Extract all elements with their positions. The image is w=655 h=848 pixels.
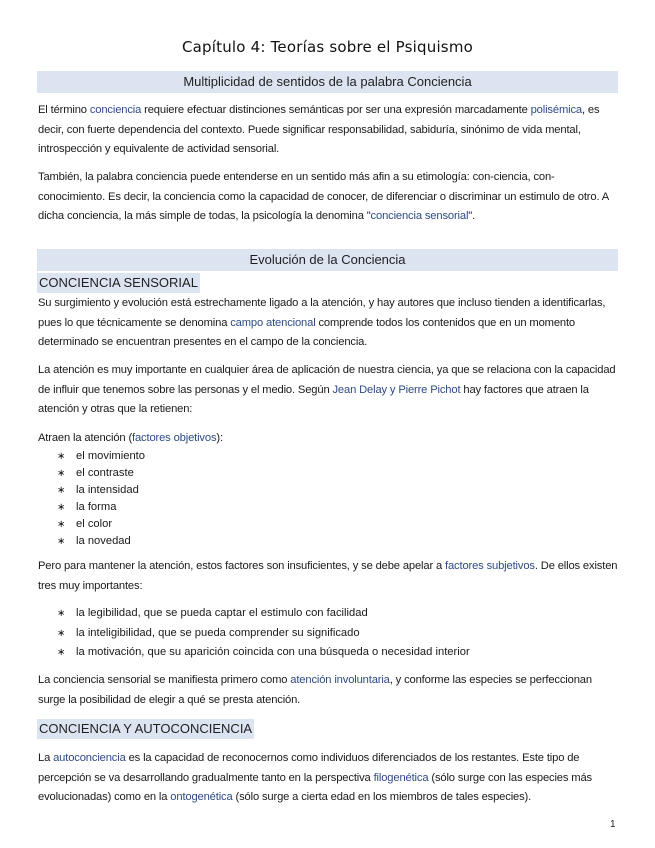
keyword-ontogenetica: ontogenética bbox=[170, 791, 233, 803]
keyword-polisemica: polisémica bbox=[530, 104, 582, 116]
list-item: ∗ la forma bbox=[57, 499, 145, 516]
bullet-icon: ∗ bbox=[57, 451, 66, 462]
paragraph-atraen-atencion: Atraen la atención (factores objetivos): bbox=[38, 432, 223, 444]
paragraph-atencion-importante: La atención es muy importante en cualquier área de aplicación de nuestra ciencia, ya que se relaciona con la capacidad de influir que tenemos sobre las personas y el medio. Según Jean Delay y Pierre Pichot hay factores que atraen la atención y otras que la retienen: bbox=[38, 364, 616, 415]
bullet-icon: ∗ bbox=[57, 647, 66, 658]
keyword-atencion-involuntaria: atención involuntaria bbox=[290, 674, 390, 686]
keyword-conciencia-sensorial: conciencia sensorial bbox=[370, 210, 469, 222]
subheading-conciencia-sensorial: CONCIENCIA SENSORIAL bbox=[37, 273, 200, 293]
list-factores-objetivos bbox=[57, 448, 145, 550]
keyword-delay-pichot: Jean Delay y Pierre Pichot bbox=[332, 383, 461, 396]
list-item: ∗ la motivación, que su aparición coincida con una búsqueda o necesidad interior bbox=[57, 643, 470, 663]
subheading-autoconciencia: CONCIENCIA Y AUTOCONCIENCIA bbox=[37, 719, 254, 739]
bullet-icon: ∗ bbox=[57, 608, 66, 619]
list-item: ∗ la legibilidad, que se pueda captar el estimulo con facilidad bbox=[57, 604, 470, 624]
page-number: 1 bbox=[610, 819, 616, 830]
keyword-conciencia: conciencia bbox=[89, 104, 142, 116]
keyword-filogenetica: filogenética bbox=[373, 771, 429, 784]
keyword-factores-subjetivos: factores subjetivos bbox=[445, 560, 535, 572]
section-heading-multiplicidad: Multiplicidad de sentidos de la palabra Conciencia bbox=[37, 71, 618, 93]
bullet-icon: ∗ bbox=[57, 536, 66, 547]
list-item: ∗ la inteligibilidad, que se pueda comprender su significado bbox=[57, 624, 470, 644]
section-heading-evolucion: Evolución de la Conciencia bbox=[37, 249, 618, 271]
paragraph-surgimiento: Su surgimiento y evolución está estrechamente ligado a la atención, y hay autores que incluso tienden a identificarlas, pues lo que técnicamente se denomina campo atencional comprende todos los contenidos que en un momento determinado se encuentran presentes en el campo de la conciencia. bbox=[38, 297, 606, 348]
bullet-icon: ∗ bbox=[57, 519, 66, 530]
paragraph-etimologia: También, la palabra conciencia puede entenderse en un sentido más afin a su etimología: con-ciencia, con-conocimiento. Es decir, la conciencia como la capacidad de conocer, de diferenciar o discriminar un estimulo de otro. A dicha conciencia, la más simple de todas, la psicología la denomina "conciencia sensorial". bbox=[38, 171, 609, 222]
keyword-autoconciencia: autoconciencia bbox=[53, 752, 126, 764]
bullet-icon: ∗ bbox=[57, 468, 66, 479]
paragraph-mantener-atencion: Pero para mantener la atención, estos factores son insuficientes, y se debe apelar a factores subjetivos. De ellos existen tres muy importantes: bbox=[38, 560, 618, 592]
list-item: ∗ la novedad bbox=[57, 533, 145, 550]
bullet-icon: ∗ bbox=[57, 485, 66, 496]
list-item: ∗ la intensidad bbox=[57, 482, 145, 499]
paragraph-atencion-involuntaria: La conciencia sensorial se manifiesta primero como atención involuntaria, y conforme las especies se perfeccionan surge la posibilidad de elegir a qué se presta atención. bbox=[38, 674, 592, 706]
paragraph-termino-conciencia: El término conciencia requiere efectuar distinciones semánticas por ser una expresión marcadamente polisémica, es decir, con fuerte dependencia del contexto. Puede significar responsabilidad, sabiduría, sinónimo de vida mental, introspección y equivalente de actividad sensorial. bbox=[38, 104, 600, 155]
paragraph-autoconciencia: La autoconciencia es la capacidad de reconocernos como individuos diferenciados de los restantes. Este tipo de percepción se va desarrollando gradualmente tanto en la perspectiva filogenética (sólo surge con las especies más evolucionadas) como en la ontogenética (sólo surge a cierta edad en los miembros de tales especies). bbox=[38, 752, 592, 803]
bullet-icon: ∗ bbox=[57, 502, 66, 513]
keyword-factores-objetivos: factores objetivos bbox=[132, 432, 217, 444]
list-item: ∗ el contraste bbox=[57, 465, 145, 482]
chapter-title: Capítulo 4: Teorías sobre el Psiquismo bbox=[181, 38, 474, 56]
list-factores-subjetivos bbox=[57, 604, 470, 663]
bullet-icon: ∗ bbox=[57, 627, 66, 639]
list-item: ∗ el movimiento bbox=[57, 448, 145, 465]
keyword-campo-atencional: campo atencional bbox=[230, 316, 316, 329]
list-item: ∗ el color bbox=[57, 516, 145, 533]
